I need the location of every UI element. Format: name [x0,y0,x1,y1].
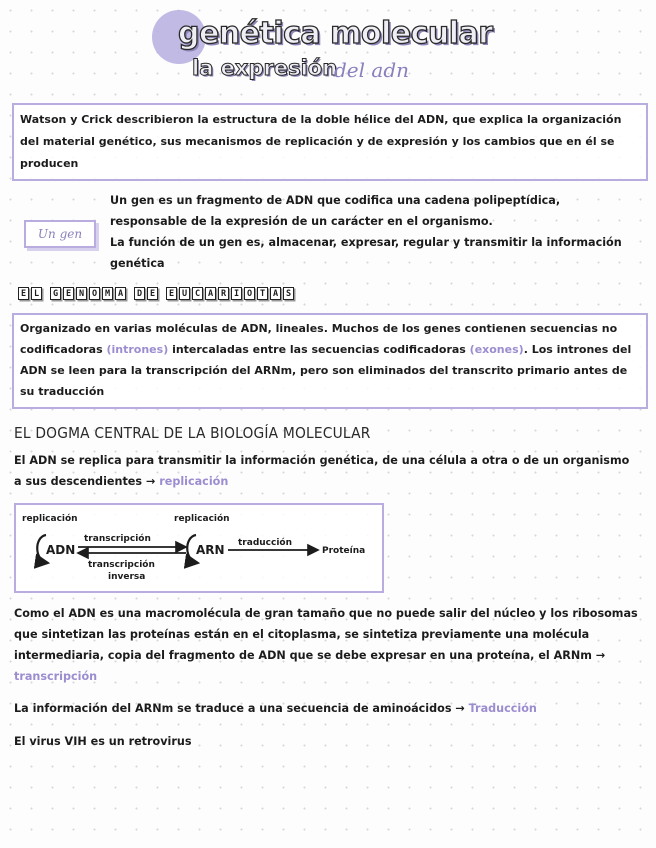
eucariotas-letter: O [244,287,255,300]
eucariotas-letter: E [147,287,158,300]
eucariotas-word [166,287,294,300]
diagram-transcripcion: transcripción [84,534,151,544]
eucariotas-letter: C [192,287,203,300]
traduccion-paragraph [14,698,644,719]
eucariotas-letter: E [18,287,29,300]
eucariotas-letter: N [76,287,87,300]
genoma-box [12,313,648,409]
dogma-diagram [14,503,384,593]
gen-line-2: La función de un gen es, almacenar, expresar, regular y transmitir la información genética [110,236,622,270]
eucariotas-letter: U [179,287,190,300]
gen-line-1: Un gen es un fragmento de ADN que codifica una cadena polipeptídica, responsable de la expresión de un carácter en el organismo. [110,194,561,228]
intro-box [12,103,648,181]
eucariotas-word [18,287,42,300]
eucariotas-letter: G [50,287,61,300]
eucariotas-letter: I [231,287,242,300]
diagram-adn: ADN [46,543,76,557]
eucariotas-letter: D [134,287,145,300]
dogma-heading: EL DOGMA CENTRAL DE LA BIOLOGÍA MOLECULAR [14,424,371,442]
gen-label [24,220,96,248]
diagram-proteina: Proteína [322,546,366,556]
genoma-text-a: Organizado en varias moléculas de ADN, lineales. Muchos de los genes contienen secuencias no codificadoras [20,322,618,356]
intro-text: Watson y Crick describieron la estructura de la doble hélice del ADN, que explica la organización del material genético, sus mecanismos de replicación y de expresión y los cambios que en él se producen [20,113,622,170]
eucariotas-letter: R [218,287,229,300]
vih-paragraph: El virus VIH es un retrovirus [14,735,192,748]
eucariotas-letter: S [283,287,294,300]
intrones-term: (intrones) [106,343,169,356]
page-subtitle-script: del adn [334,58,409,82]
traduccion-text: La información del ARNm se traduce a una secuencia de aminoácidos → [14,702,469,715]
genoma-eucariotas-heading [18,287,294,300]
eucariotas-letter: A [270,287,281,300]
eucariotas-letter: A [115,287,126,300]
genoma-text-c: . Los intrones del ADN se leen para la transcripción del ARNm, pero son eliminados del transcrito primario antes de su traducción [20,343,632,398]
transcripcion-term: transcripción [14,670,98,683]
genoma-text-b: intercaladas entre las secuencias codificadoras [168,343,470,356]
replica-paragraph [14,450,634,492]
eucariotas-letter: E [166,287,177,300]
macromolecula-paragraph [14,603,646,687]
eucariotas-letter: M [102,287,113,300]
eucariotas-word [50,287,126,300]
eucariotas-letter: E [63,287,74,300]
diagram-transcripcion-inversa-2: inversa [108,572,146,582]
replica-text: El ADN se replica para transmitir la información genética, de una célula a otra o de un organismo a sus descendientes → [14,454,630,488]
replicacion-term: replicación [159,475,229,488]
eucariotas-letter: L [31,287,42,300]
gen-definition [110,190,640,274]
exones-term: (exones) [469,343,524,356]
diagram-replicacion-2: replicación [174,514,230,524]
eucariotas-word [134,287,158,300]
diagram-arn: ARN [196,543,225,557]
page-subtitle: la expresión [192,56,338,80]
eucariotas-letter: A [205,287,216,300]
diagram-replicacion-1: replicación [22,514,78,524]
macromolecula-text: Como el ADN es una macromolécula de gran tamaño que no puede salir del núcleo y los ribosomas que sintetizan las proteínas están en el citoplasma, se sintetiza previamente una molécula intermediaria, copia del fragmento de ADN que se debe expresar en una proteína, el ARNm → [14,607,638,662]
eucariotas-letter: T [257,287,268,300]
traduccion-term: Traducción [468,702,537,715]
gen-label-text: Un gen [37,227,83,241]
diagram-traduccion: traducción [238,538,293,548]
page-title: genética molecular [178,16,493,51]
diagram-transcripcion-inversa-1: transcripción [88,560,155,570]
eucariotas-letter: O [89,287,100,300]
title-block [150,10,510,90]
dogma-diagram-svg [16,505,386,595]
